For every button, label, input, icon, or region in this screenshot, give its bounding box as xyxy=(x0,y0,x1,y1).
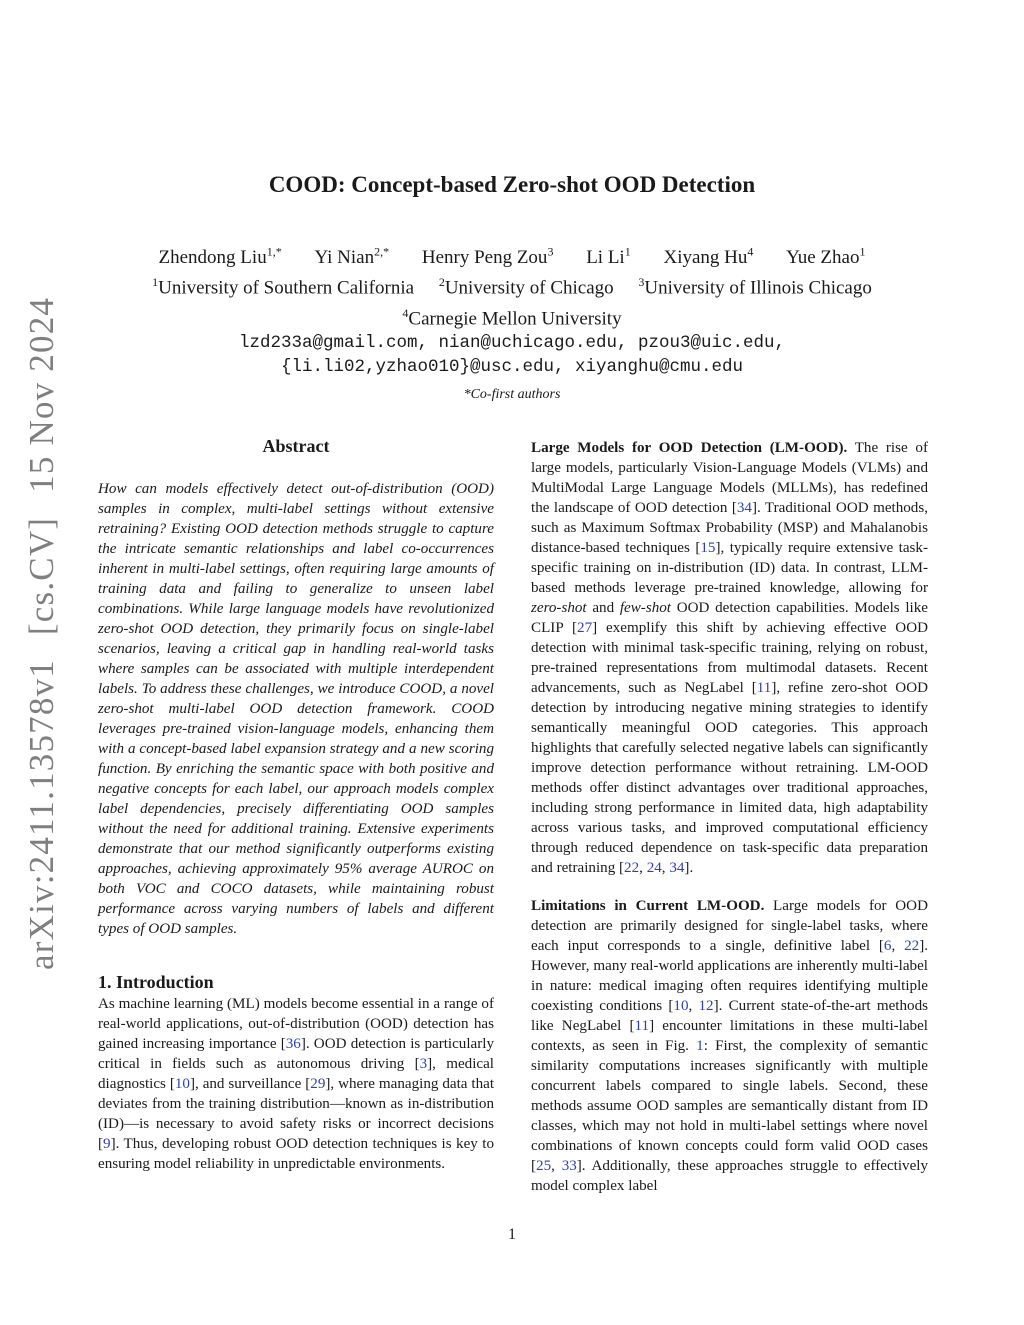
citation-link[interactable]: 34 xyxy=(669,860,685,876)
citation-link[interactable]: 29 xyxy=(310,1076,326,1092)
author: Zhendong Liu$^{1,*}$ xyxy=(158,245,282,269)
arxiv-date: 15 Nov 2024 xyxy=(22,296,61,493)
citation-link[interactable]: 22 xyxy=(904,938,920,954)
citation-link[interactable]: 10 xyxy=(673,998,689,1014)
arxiv-id: arXiv:2411.13578v1 xyxy=(22,659,61,970)
author-list xyxy=(0,240,1024,270)
citation-link[interactable]: 25 xyxy=(536,1158,552,1174)
affiliation: $^3$University of Illinois Chicago xyxy=(638,275,872,299)
citation-link[interactable]: 27 xyxy=(577,620,593,636)
paper-title: COOD: Concept-based Zero-shot OOD Detection xyxy=(268,172,756,197)
limitations-heading: Limitations in Current LM-OOD. xyxy=(531,898,765,914)
affiliation: $^1$University of Southern California xyxy=(152,275,415,299)
cofirst-note: *Co-first authors xyxy=(463,386,561,402)
citation-link[interactable]: 10 xyxy=(174,1076,190,1092)
author: Li Li$^1$ xyxy=(586,245,631,269)
citation-link[interactable]: 24 xyxy=(646,860,662,876)
intro-heading: 1. Introduction xyxy=(98,972,214,992)
citation-link[interactable]: 33 xyxy=(561,1158,577,1174)
author: Henry Peng Zou$^3$ xyxy=(421,245,554,269)
citation-link[interactable]: 36 xyxy=(285,1036,301,1052)
affiliation-list xyxy=(0,270,1024,300)
citation-link[interactable]: 3 xyxy=(419,1056,428,1072)
citation-link[interactable]: 11 xyxy=(756,680,772,696)
citation-link[interactable]: 22 xyxy=(624,860,640,876)
affiliation: $^4$Carnegie Mellon University xyxy=(402,305,622,329)
citation-link[interactable]: 9 xyxy=(103,1136,111,1152)
lmood-paragraph: Large Models for OOD Detection (LM-OOD). The rise of large models, particularly Vision-Language Models (VLMs) and MultiModal Large Language Models (MLLMs), has redefined the landscape of OOD detection [34]. Traditional OOD methods, such as Maximum Softmax Probability (MSP) and Mahalanobis distance-based techniques [15], typically require extensive task-specific training on in-distribution (ID) data. In contrast, LLM-based methods leverage pre-trained knowledge, allowing for zero-shot and few-shot OOD detection capabilities. Models like CLIP [27] exemplify this shift by achieving effective OOD detection with minimal task-specific training, relying on robust, pre-trained representations from multimodal datasets. Recent advancements, such as NegLabel [11], refine zero-shot OOD detection by introducing negative mining strategies to identify semantically meaningful OOD categories. This approach highlights that carefully selected negative labels can significantly improve detection performance without retraining. LM-OOD methods offer distinct advantages over traditional approaches, including strong performance in limited data, high adaptability across various tasks, and improved computational efficiency through reduced dependence on task-specific data preparation and retraining [22, 24, 34]. xyxy=(531,440,929,876)
page-number: 1 xyxy=(508,1226,516,1243)
intro-paragraph: As machine learning (ML) models become essential in a range of real-world applications, out-of-distribution (OOD) detection has gained increasing importance [36]. OOD detection is particularly critical in fields such as autonomous driving [3], medical diagnostics [10], and surveillance [29], where managing data that deviates from the training distribution—known as in-distribution (ID)—is necessary to avoid safety risks or incorrect decisions [9]. Thus, developing robust OOD detection techniques is key to ensuring model reliability in unpredictable environments. xyxy=(98,996,495,1172)
figure-link[interactable]: 1 xyxy=(696,1038,704,1054)
author: Yi Nian$^{2,*}$ xyxy=(314,245,390,269)
citation-link[interactable]: 11 xyxy=(634,1018,650,1034)
author-block xyxy=(0,240,1024,407)
author: Yue Zhao$^1$ xyxy=(786,245,866,269)
citation-link[interactable]: 15 xyxy=(700,540,716,556)
arxiv-category: [cs.CV] xyxy=(22,516,61,636)
abstract-heading: Abstract xyxy=(262,436,330,456)
citation-link[interactable]: 34 xyxy=(736,500,752,516)
limitations-paragraph: Limitations in Current LM-OOD. Large models for OOD detection are primarily designed for single-label tasks, where each input corresponds to a single, definitive label [6, 22]. However, many real-world applications are inherently multi-label in nature: medical imaging often requires identifying multiple coexisting conditions [10, 12]. Current state-of-the-art methods like NegLabel [11] encounter limitations in these multi-label contexts, as seen in Fig. 1: First, the complexity of semantic similarity computations increases significantly with multiple concurrent labels compared to single labels. Second, these methods assume OOD samples are semantically distant from ID classes, which may not hold in multi-label settings where novel combinations of known concepts could form valid OOD cases [25, 33]. Additionally, these approaches struggle to effectively model complex label xyxy=(531,898,929,1194)
author: Xiyang Hu$^4$ xyxy=(663,245,754,269)
citation-link[interactable]: 6 xyxy=(883,938,892,954)
abstract-text: How can models effectively detect out-of-distribution (OOD) samples in complex, multi-label settings without extensive retraining? Existing OOD detection methods struggle to capture the intricate semantic relationships and label co-occurrences inherent in multi-label settings, often requiring large amounts of training data and failing to generalize to unseen label combinations. While large language models have revolutionized zero-shot OOD detection, they primarily focus on single-label scenarios, leaving a critical gap in handling real-world tasks where samples can be associated with multiple interdependent labels. To address these challenges, we introduce COOD, a novel zero-shot multi-label OOD detection framework. COOD leverages pre-trained vision-language models, enhancing them with a concept-based label expansion strategy and a new scoring function. By enriching the semantic space with both positive and negative concepts for each label, our approach models complex label dependencies, precisely differentiating OOD samples without the need for additional training. Extensive experiments demonstrate that our method significantly outperforms existing approaches, achieving approximately 95% average AUROC on both VOC and COCO datasets, while maintaining robust performance across varying numbers of labels and different types of OOD samples. xyxy=(98,481,494,937)
affiliation-list-2 xyxy=(0,301,1024,331)
citation-link[interactable]: 12 xyxy=(698,998,714,1014)
affiliation: $^2$University of Chicago xyxy=(438,275,614,299)
arxiv-stamp xyxy=(22,296,62,970)
lmood-heading: Large Models for OOD Detection (LM-OOD). xyxy=(531,440,848,456)
email-line-2: {li.li02,yzhao010}@usc.edu, xiyanghu@cmu.edu xyxy=(280,356,744,377)
email-line-1: lzd233a@gmail.com, nian@uchicago.edu, pzou3@uic.edu, xyxy=(238,332,786,353)
